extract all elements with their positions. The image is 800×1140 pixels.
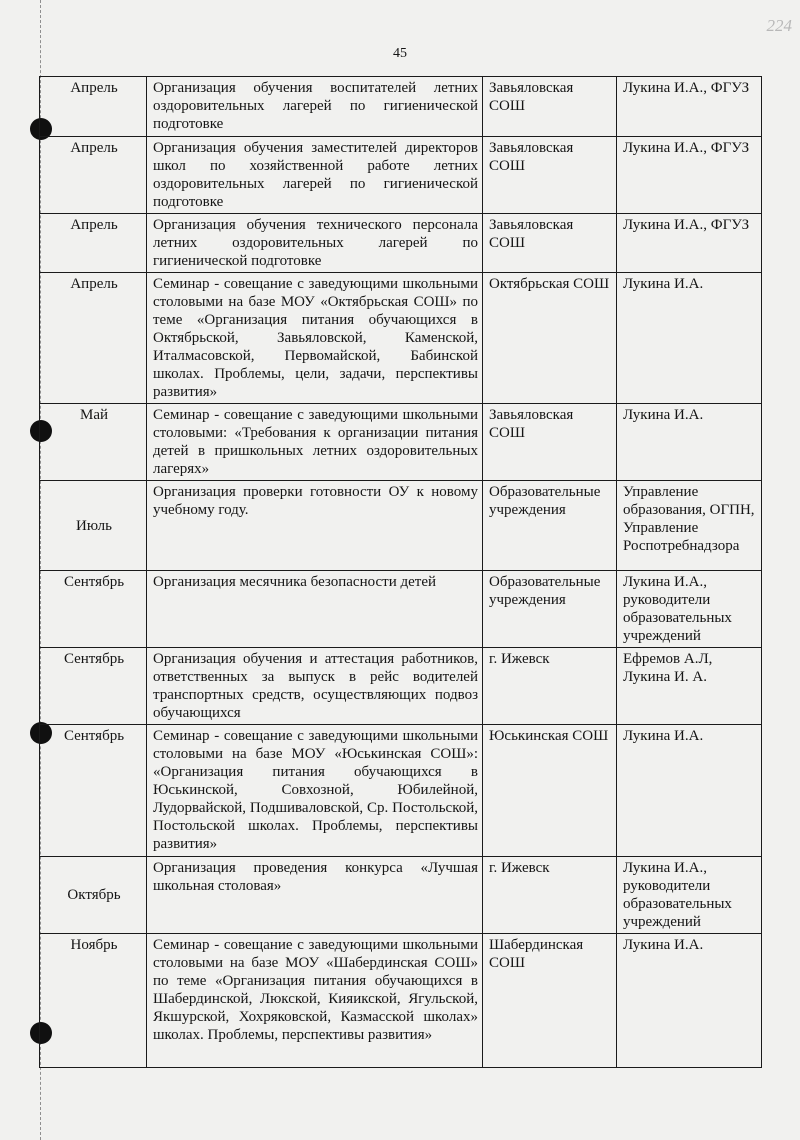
event-cell: Организация обучения воспитателей летних оздоровительных лагерей по гигиенической подготовке [147, 77, 483, 137]
responsible-cell: Лукина И.А., руководители образовательных учреждений [617, 571, 762, 648]
event-cell: Организация обучения и аттестация работников, ответственных за выпуск в рейс водителей транспортных средств, осуществляющих подвоз обучающихся [147, 648, 483, 725]
events-table [39, 76, 762, 1068]
place-cell: Завьяловская СОШ [483, 77, 617, 137]
responsible-cell: Ефремов А.Л, Лукина И. А. [617, 648, 762, 725]
place-cell: Октябрьская СОШ [483, 273, 617, 404]
place-cell: Шабердинская СОШ [483, 934, 617, 1068]
responsible-cell: Лукина И.А., ФГУЗ [617, 214, 762, 273]
place-cell: г. Ижевск [483, 648, 617, 725]
table-row [40, 571, 762, 648]
responsible-cell: Лукина И.А. [617, 273, 762, 404]
month-cell: Апрель [40, 77, 147, 137]
place-cell: Завьяловская СОШ [483, 214, 617, 273]
event-cell: Организация обучения технического персонала летних оздоровительных лагерей по гигиенической подготовке [147, 214, 483, 273]
responsible-cell: Лукина И.А. [617, 934, 762, 1068]
place-cell: Юськинская СОШ [483, 725, 617, 857]
month-cell: Май [40, 404, 147, 481]
month-cell: Сентябрь [40, 571, 147, 648]
month-cell: Апрель [40, 137, 147, 214]
responsible-cell: Лукина И.А. [617, 404, 762, 481]
table-row [40, 137, 762, 214]
table-row [40, 934, 762, 1068]
place-cell: Образовательные учреждения [483, 571, 617, 648]
event-cell: Семинар - совещание с заведующими школьными столовыми на базе МОУ «Октябрьская СОШ» по теме «Организация питания обучающихся в Октябрьской, Завьяловской, Каменской, Италмасовской, Первомайской, Бабинской школах. Проблемы, цели, задачи, перспективы развития» [147, 273, 483, 404]
responsible-cell: Лукина И.А. [617, 725, 762, 857]
month-cell: Ноябрь [40, 934, 147, 1068]
place-cell: Завьяловская СОШ [483, 404, 617, 481]
margin-annotation: 224 [766, 16, 792, 35]
month-cell: Апрель [40, 214, 147, 273]
table-row [40, 481, 762, 571]
page-number: 45 [393, 46, 407, 61]
event-cell: Организация проверки готовности ОУ к новому учебному году. [147, 481, 483, 571]
event-cell: Организация проведения конкурса «Лучшая школьная столовая» [147, 857, 483, 934]
event-cell: Семинар - совещание с заведующими школьными столовыми: «Требования к организации питания детей в пришкольных летних оздоровительных лагерях» [147, 404, 483, 481]
place-cell: Завьяловская СОШ [483, 137, 617, 214]
table-row [40, 214, 762, 273]
table-row [40, 648, 762, 725]
month-cell: Октябрь [40, 857, 147, 934]
table-row [40, 725, 762, 857]
event-cell: Семинар - совещание с заведующими школьными столовыми на базе МОУ «Юськинская СОШ»: «Организация питания обучающихся в Юськинской, Совхозной, Юбилейной, Лудорвайской, Подшиваловской, Ср. Постольской, Постольской школах. Проблемы, перспективы развития» [147, 725, 483, 857]
table-row [40, 273, 762, 404]
responsible-cell: Лукина И.А., ФГУЗ [617, 77, 762, 137]
event-cell: Организация месячника безопасности детей [147, 571, 483, 648]
month-cell: Апрель [40, 273, 147, 404]
responsible-cell: Лукина И.А., ФГУЗ [617, 137, 762, 214]
event-cell: Семинар - совещание с заведующими школьными столовыми на базе МОУ «Шабердинская СОШ» по теме «Организация питания обучающихся в Шабердинской, Люкской, Кияикской, Ягульской, Якшурской, Хохряковской, Казмасской школах» школах. Проблемы, перспективы развития» [147, 934, 483, 1068]
month-cell: Сентябрь [40, 725, 147, 857]
table-row [40, 77, 762, 137]
place-cell: г. Ижевск [483, 857, 617, 934]
month-cell: Сентябрь [40, 648, 147, 725]
event-cell: Организация обучения заместителей директоров школ по хозяйственной работе летних оздоровительных лагерей по гигиенической подготовке [147, 137, 483, 214]
responsible-cell: Лукина И.А., руководители образовательных учреждений [617, 857, 762, 934]
table-row [40, 404, 762, 481]
responsible-cell: Управление образования, ОГПН, Управление Роспотребнадзора [617, 481, 762, 571]
month-cell: Июль [40, 481, 147, 571]
table-row [40, 857, 762, 934]
place-cell: Образовательные учреждения [483, 481, 617, 571]
